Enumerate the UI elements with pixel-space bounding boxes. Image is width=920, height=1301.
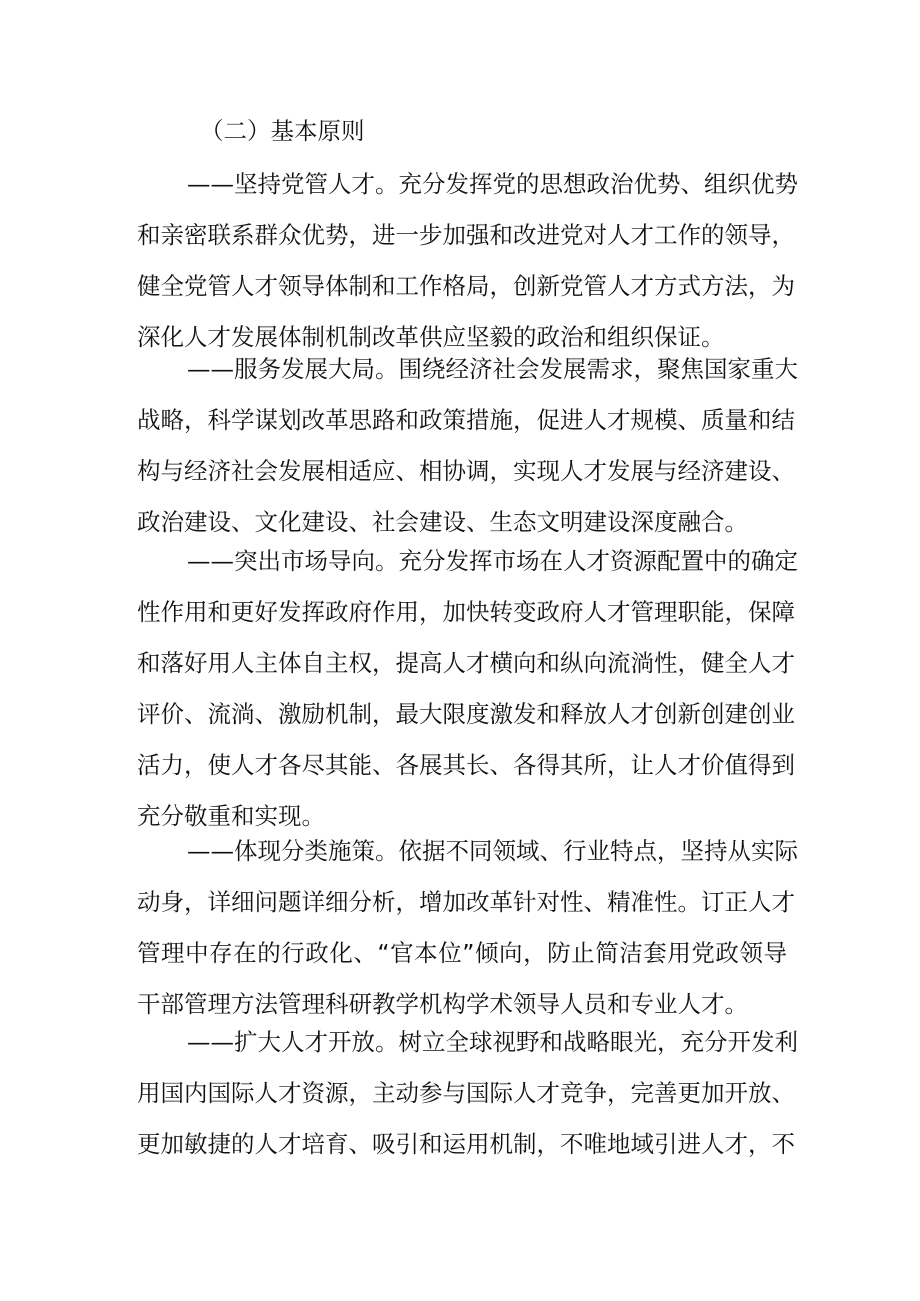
- paragraph-line: 动身，详细问题详细分析，增加改革针对性、精准性。订正人才: [137, 888, 795, 916]
- paragraph-line: ——体现分类施策。依据不同领域、行业特点，坚持从实际: [187, 837, 798, 865]
- paragraph-line: 健全党管人才领导体制和工作格局，创新党管人才方式方法，为: [137, 272, 795, 300]
- paragraph-serve-development: [137, 344, 798, 548]
- paragraph-line: 活力，使人才各尽其能、各展其长、各得其所，让人才价值得到: [137, 751, 795, 779]
- paragraph-line: 构与经济社会发展相适应、相协调，实现人才发展与经济建设、: [137, 457, 795, 485]
- paragraph-line: 和落好用人主体自主权，提高人才横向和纵向流淌性，健全人才: [137, 649, 795, 677]
- paragraph-party-manages-talent: [137, 159, 798, 363]
- paragraph-line: 和亲密联系群众优势，进一步加强和改进党对人才工作的领导，: [137, 221, 795, 249]
- paragraph-line: 干部管理方法管理科研教学机构学术领导人员和专业人才。: [137, 990, 748, 1018]
- paragraph-line: 管理中存在的行政化、“官本位”倾向，防止简洁套用党政领导: [137, 939, 787, 967]
- section-heading: （二）基本原则: [200, 117, 365, 145]
- paragraph-line: 深化人才发展体制机制改革供应坚毅的政治和组织保证。: [137, 323, 725, 351]
- paragraph-line: 政治建设、文化建设、社会建设、生态文明建设深度融合。: [137, 508, 748, 536]
- paragraph-classified-policies: [137, 826, 798, 1030]
- paragraph-line: ——坚持党管人才。充分发挥党的思想政治优势、组织优势: [187, 170, 798, 198]
- paragraph-line: 性作用和更好发挥政府作用，加快转变政府人才管理职能，保障: [137, 598, 795, 626]
- paragraph-line: ——突出市场导向。充分发挥市场在人才资源配置中的确定: [187, 547, 798, 575]
- paragraph-talent-opening: [137, 1017, 798, 1170]
- paragraph-line: 更加敏捷的人才培育、吸引和运用机制，不唯地域引进人才，不: [137, 1130, 795, 1158]
- paragraph-line: 战略，科学谋划改革思路和政策措施，促进人才规模、质量和结: [137, 406, 795, 434]
- paragraph-market-orientation: [137, 536, 798, 842]
- paragraph-line: 评价、流淌、激励机制，最大限度激发和释放人才创新创建创业: [137, 700, 795, 728]
- paragraph-line: 用国内国际人才资源，主动参与国际人才竞争，完善更加开放、: [137, 1079, 795, 1107]
- paragraph-line: 充分敬重和实现。: [137, 802, 325, 830]
- paragraph-line: ——扩大人才开放。树立全球视野和战略眼光，充分开发利: [187, 1028, 798, 1056]
- paragraph-line: ——服务发展大局。围绕经济社会发展需求，聚焦国家重大: [187, 355, 798, 383]
